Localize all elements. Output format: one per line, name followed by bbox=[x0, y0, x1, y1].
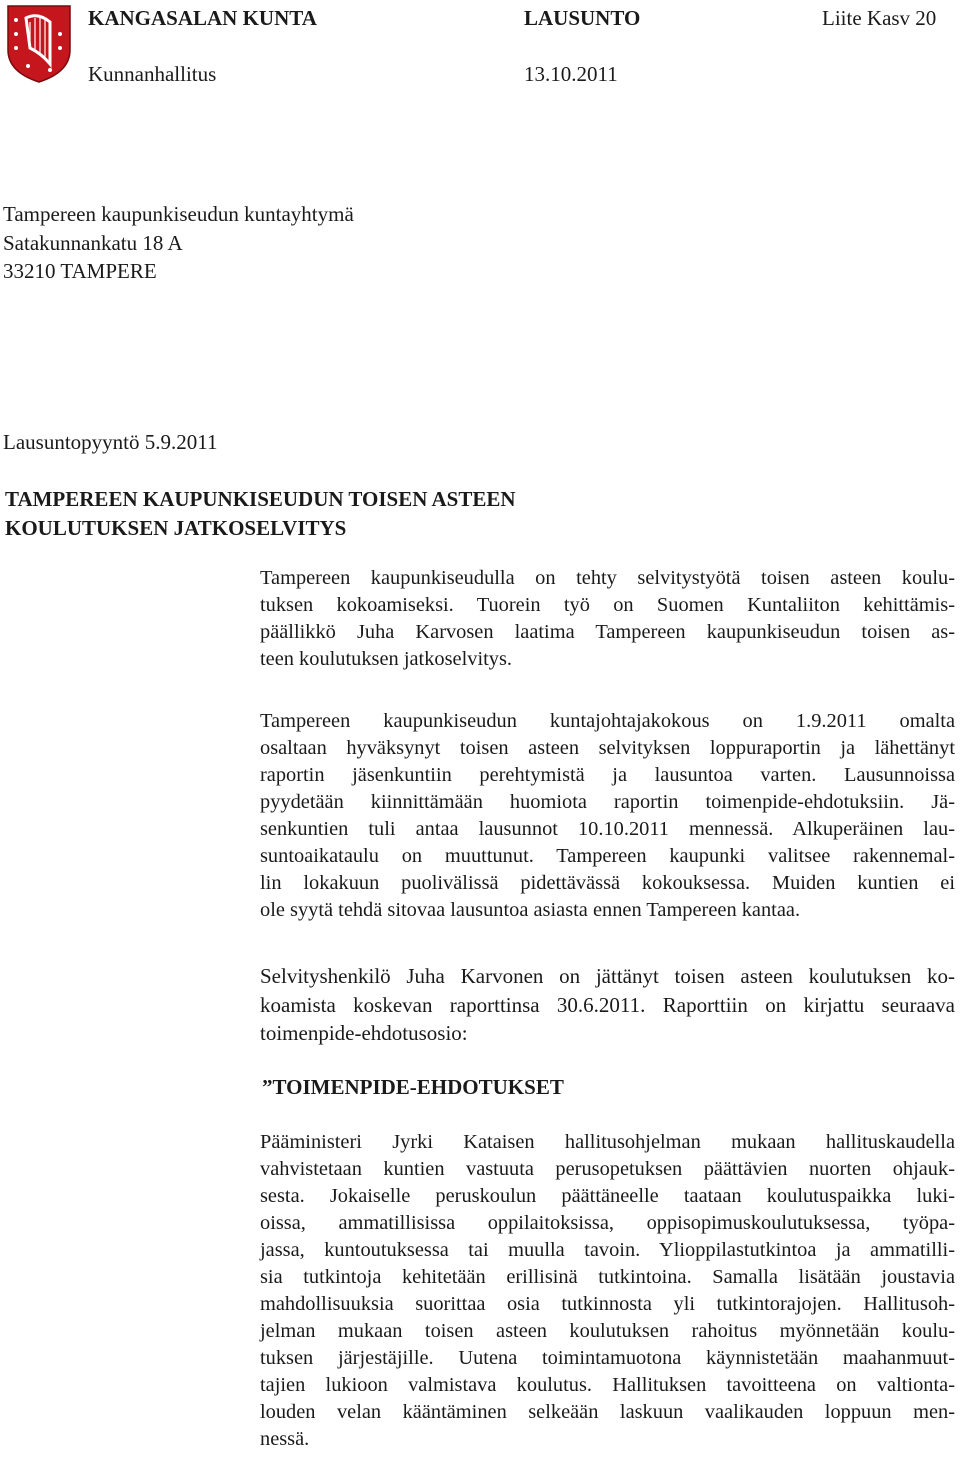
paragraph-1: Tampereen kaupunkiseudulla on tehty selvitystyötä toisen asteen koulu- tuksen kokoamiseksi. Tuorein työ on Suomen Kuntaliiton kehittämis- päällikkö Juha Karvosen laatima Tampereen kaupunkiseudun toisen as- teen koulutuksen jatkoselvitys. bbox=[260, 567, 955, 670]
recipient-address bbox=[3, 200, 354, 286]
recipient-line: Tampereen kaupunkiseudun kuntayhtymä bbox=[3, 202, 354, 226]
document-title: TAMPEREEN KAUPUNKISEUDUN TOISEN ASTEEN KOULUTUKSEN JATKOSELVITYS bbox=[5, 487, 516, 540]
paragraph-2: Tampereen kaupunkiseudun kuntajohtajakokous on 1.9.2011 omalta osaltaan hyväksynyt toisen asteen selvityksen loppuraportin ja lähettänyt raportin jäsenkuntiin perehtymistä ja lausuntoa varten. Lausunnoissa pyydetään kiinnittämään huomiota raportin toimenpide-ehdotuksiin. Jä- senkuntien tuli antaa lausunnot 10.10.2011 mennessä. Alkuperäinen lau- suntoaikataulu on muuttunut. Tampereen kaupunki valitsee rakennemal- lin lokakuun puolivälissä pidettävässä kokouksessa. Muiden kuntien ei ole syytä tehdä sitovaa lausuntoa asiasta ennen Tampereen kantaa. bbox=[260, 710, 955, 921]
recipient-line: 33210 TAMPERE bbox=[3, 259, 157, 283]
attachment-label: Liite Kasv 20 bbox=[822, 6, 937, 30]
coat-of-arms-icon bbox=[6, 4, 72, 84]
recipient-line: Satakunnankatu 18 A bbox=[3, 230, 183, 255]
document-type: LAUSUNTO bbox=[524, 6, 641, 30]
paragraph-3: Selvityshenkilö Juha Karvonen on jättänyt toisen asteen koulutuksen ko- koamista koskevan raporttinsa 30.6.2011. Raporttiin on kirjattu seuraava toimenpide-ehdotusosio: bbox=[260, 964, 955, 1045]
document-date: 13.10.2011 bbox=[524, 62, 618, 86]
reference: Lausuntopyyntö 5.9.2011 bbox=[3, 430, 218, 454]
section-subheading: ”TOIMENPIDE-EHDOTUKSET bbox=[262, 1075, 564, 1099]
board-name: Kunnanhallitus bbox=[88, 62, 217, 86]
paragraph-4: Pääministeri Jyrki Kataisen hallitusohjelman mukaan hallituskaudella vahvistetaan kuntien vastuuta perusopetuksen päättävien nuorten ohjauk- sesta. Jokaiselle peruskoulun päättäneelle taataan koulutuspaikka luki- oissa, ammatillisissa oppilaitoksissa, oppisopimuskoulutuksessa, työpa- jassa, kuntoutuksessa tai muulla tavoin. Ylioppilastutkintoa ja ammatilli- sia tutkintoja kehitetään erillisinä tutkintoina. Samalla lisätään joustavia mahdollisuuksia suorittaa osia tutkinnosta yli tutkintorajojen. Hallitusoh- jelman mukaan toisen asteen koulutuksen rahoitus myönnetään koulu- tuksen järjestäjille. Uutena toimintamuotona käynnistetään maahanmuut- tajien lukioon valmistava koulutus. Hallituksen tavoitteena on valtionta- louden velan kääntäminen selkeään laskuun vaalikauden loppuun men- nessä. bbox=[260, 1131, 955, 1450]
municipality-name: KANGASALAN KUNTA bbox=[88, 6, 317, 30]
